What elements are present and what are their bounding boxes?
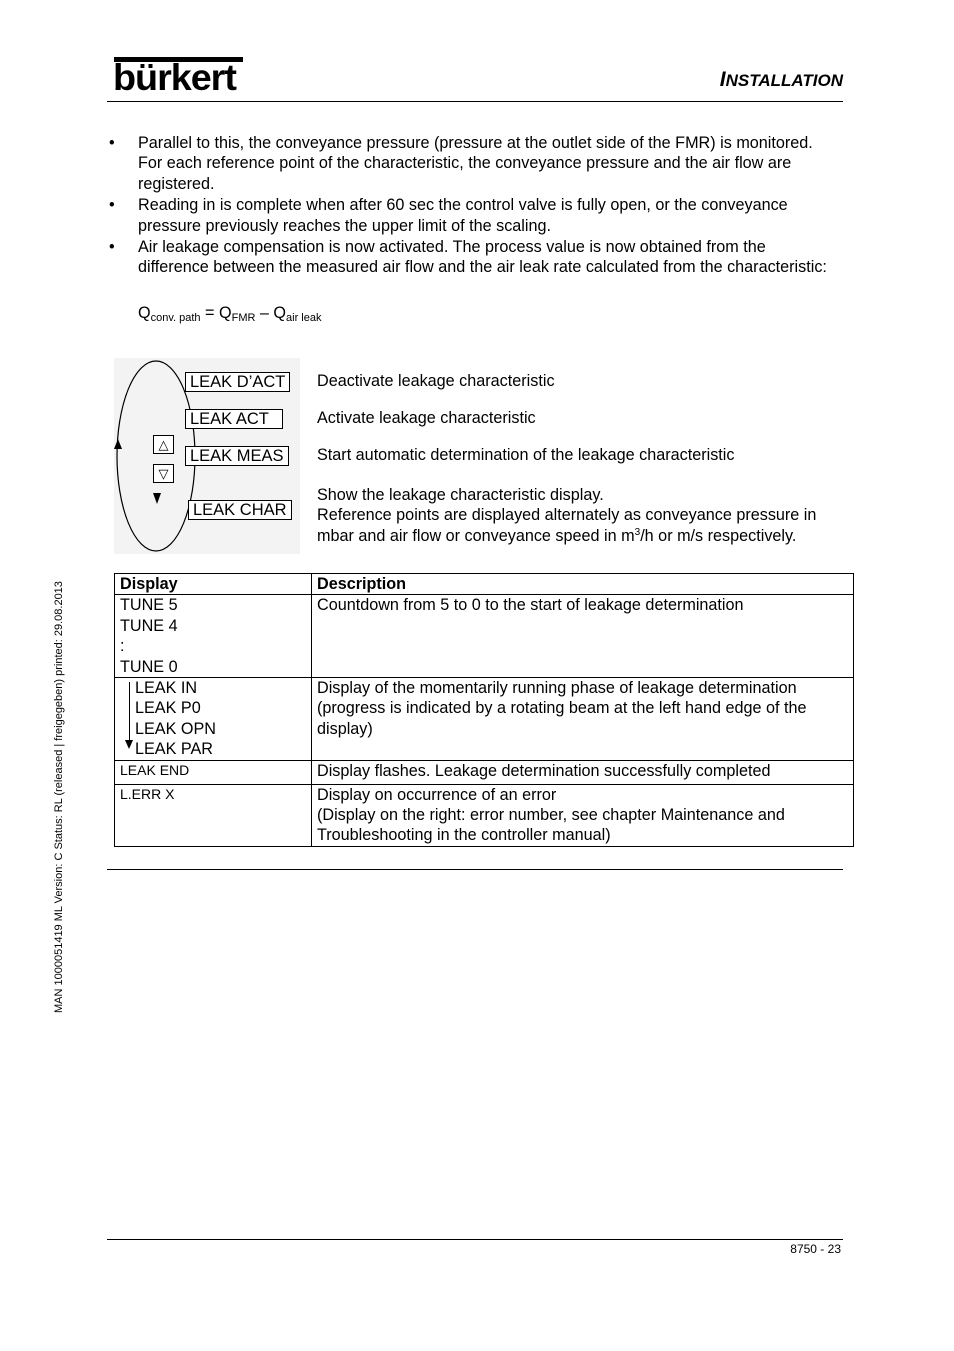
section-title-initial: I [719,68,726,91]
formula-sub: air leak [286,312,322,324]
bullet-list [107,133,837,279]
description-cell [312,760,854,784]
description-text: Display of the momentarily running phase of leakage determination (progress is indicated by a rotating beam at the left hand edge of the display) [317,679,807,738]
menu-desc-meas: Start automatic determination of the leakage characteristic [317,446,735,464]
progress-line [129,682,130,744]
bullet-dot: • [109,134,115,152]
leak-formula [138,304,321,324]
section-title [720,67,843,94]
description-cell [312,678,854,761]
menu-desc-text: Reference points are displayed alternately as conveyance pressure in mbar and air flow or conveyance speed in m [317,506,817,545]
bullet-text: Reading in is complete when after 60 sec the control valve is fully open, or the conveyance pressure previously reaches the upper limit of the scaling. [138,196,788,235]
lcd-leak-dact: LEAK D’ACT [185,372,290,392]
description-cell [312,595,854,678]
menu-diagram [114,358,300,554]
display-value: L.ERR X [120,785,175,802]
table-header-row [115,574,854,595]
bullet-text: Air leakage compensation is now activated. The process value is now obtained from the difference between the measured air flow and the air leak rate calculated from the characteristic: [138,238,827,277]
display-value: LEAK P0 [135,699,201,718]
phase-list [120,678,306,760]
burkert-logo: bürkert [113,57,236,98]
display-value: TUNE 4 [120,616,178,635]
down-key-icon: ▽ [153,464,174,483]
lcd-leak-char: LEAK CHAR [188,500,292,520]
bullet-text: Parallel to this, the conveyance pressure (pressure at the outlet side of the FMR) is monitored. For each reference point of the characteristic, the conveyance pressure and the air flow are registered. [138,134,813,193]
document-id-note: MAN 1000051419 ML Version: C Status: RL (released | freigegeben) printed: 29.08.2013 [53,581,65,1013]
menu-desc-char [317,485,847,546]
display-table [114,573,854,847]
list-item [107,237,837,278]
display-value: LEAK END [120,761,190,778]
menu-desc-char-line: Show the leakage characteristic display. [317,486,604,504]
description-cell [312,784,854,846]
formula-q: Q [138,304,151,322]
table-header: Description [312,574,854,595]
menu-desc-act: Activate leakage characteristic [317,409,536,427]
menu-desc-char-detail [317,505,847,546]
up-key-icon: △ [153,435,174,454]
display-cell [115,678,312,761]
table-row [115,784,854,846]
footer-rule [107,1239,843,1240]
formula-q: Q [273,304,287,322]
menu-desc-text: /h or m/s respectively. [640,526,797,545]
section-title-rest: NSTALLATION [725,71,843,90]
formula-op: – [255,304,274,322]
list-item [107,133,837,194]
menu-desc-dact: Deactivate leakage characteristic [317,372,555,390]
header-rule [107,101,843,102]
formula-op: = [200,304,219,322]
display-cell [115,595,312,678]
display-value: LEAK IN [135,679,198,698]
table-row [115,595,854,678]
description-text: Display on occurrence of an error [317,785,557,804]
menu-desc-sup: 3 [634,526,641,538]
table-header: Display [115,574,312,595]
lcd-leak-act: LEAK ACT [185,409,283,429]
display-value: TUNE 5 [120,596,178,615]
bullet-dot: • [109,238,115,257]
formula-q: Q [219,304,232,322]
description-text: Countdown from 5 to 0 to the start of leakage determination [317,596,744,615]
display-cell [115,784,312,846]
display-cell [115,760,312,784]
formula-sub: FMR [231,312,256,324]
description-text: Display flashes. Leakage determination successfully completed [317,761,771,780]
display-value: LEAK PAR [135,740,213,759]
description-text: (Display on the right: error number, see chapter Maintenance and Troubleshooting in the controller manual) [317,806,785,845]
bullet-dot: • [109,196,115,215]
list-item [107,195,837,236]
table-row [115,760,854,784]
table-row [115,678,854,761]
arrow-down-icon [125,740,133,749]
formula-sub: conv. path [150,312,201,324]
lcd-leak-meas: LEAK MEAS [185,446,289,466]
display-value: : [120,637,125,656]
display-value: TUNE 0 [120,657,178,676]
display-value: LEAK OPN [135,719,216,738]
section-end-rule [107,869,843,870]
page-number: 8750 - 23 [790,1242,841,1256]
